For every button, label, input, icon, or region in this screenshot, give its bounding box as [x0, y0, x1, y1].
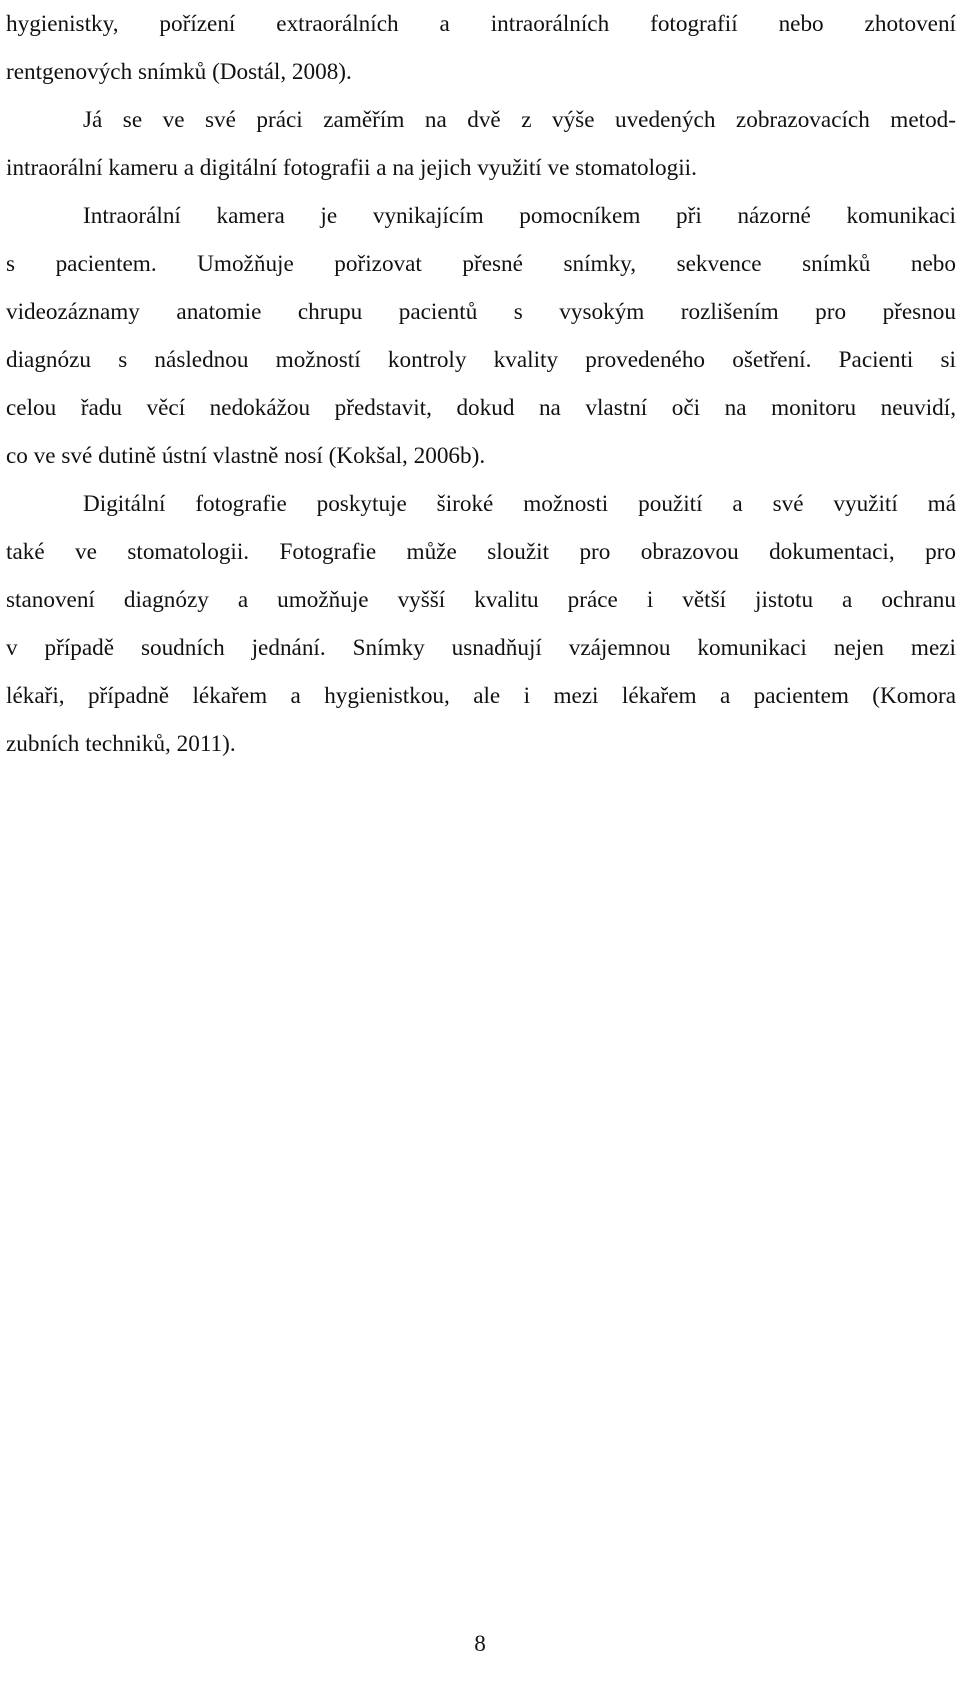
text-line: stanovení diagnózy a umožňuje vyšší kvalitu práce i větší jistotu a ochranu [6, 587, 956, 613]
text-line: rentgenových snímků (Dostál, 2008). [6, 59, 352, 85]
body-text [6, 0, 956, 768]
paragraph-methods [6, 96, 956, 192]
text-line: lékaři, případně lékařem a hygienistkou, ale i mezi lékařem a pacientem (Komora [6, 683, 956, 709]
text-line: co ve své dutině ústní vlastně nosí (Kokšal, 2006b). [6, 443, 486, 469]
text-line: Já se ve své práci zaměřím na dvě z výše uvedených zobrazovacích metod- [83, 107, 956, 133]
paragraph-digital-photography [6, 480, 956, 768]
page-number: 8 [474, 1631, 486, 1657]
text-line: intraorální kameru a digitální fotografii a na jejich využití ve stomatologii. [6, 155, 697, 181]
text-line: s pacientem. Umožňuje pořizovat přesné snímky, sekvence snímků nebo [6, 251, 956, 277]
text-line: hygienistky, pořízení extraorálních a intraorálních fotografií nebo zhotovení [6, 11, 956, 37]
text-line: v případě soudních jednání. Snímky usnadňují vzájemnou komunikaci nejen mezi [6, 635, 956, 661]
text-line: Digitální fotografie poskytuje široké možnosti použití a své využití má [83, 491, 956, 517]
paragraph-continuation [6, 0, 956, 96]
text-line: Intraorální kamera je vynikajícím pomocníkem při názorné komunikaci [83, 203, 956, 229]
text-line: celou řadu věcí nedokážou představit, dokud na vlastní oči na monitoru neuvidí, [6, 395, 956, 421]
text-line: diagnózu s následnou možností kontroly kvality provedeného ošetření. Pacienti si [6, 347, 956, 373]
text-line: videozáznamy anatomie chrupu pacientů s vysokým rozlišením pro přesnou [6, 299, 956, 325]
paragraph-intraoral-camera [6, 192, 956, 480]
text-line: zubních techniků, 2011). [6, 731, 236, 757]
text-line: také ve stomatologii. Fotografie může sloužit pro obrazovou dokumentaci, pro [6, 539, 956, 565]
